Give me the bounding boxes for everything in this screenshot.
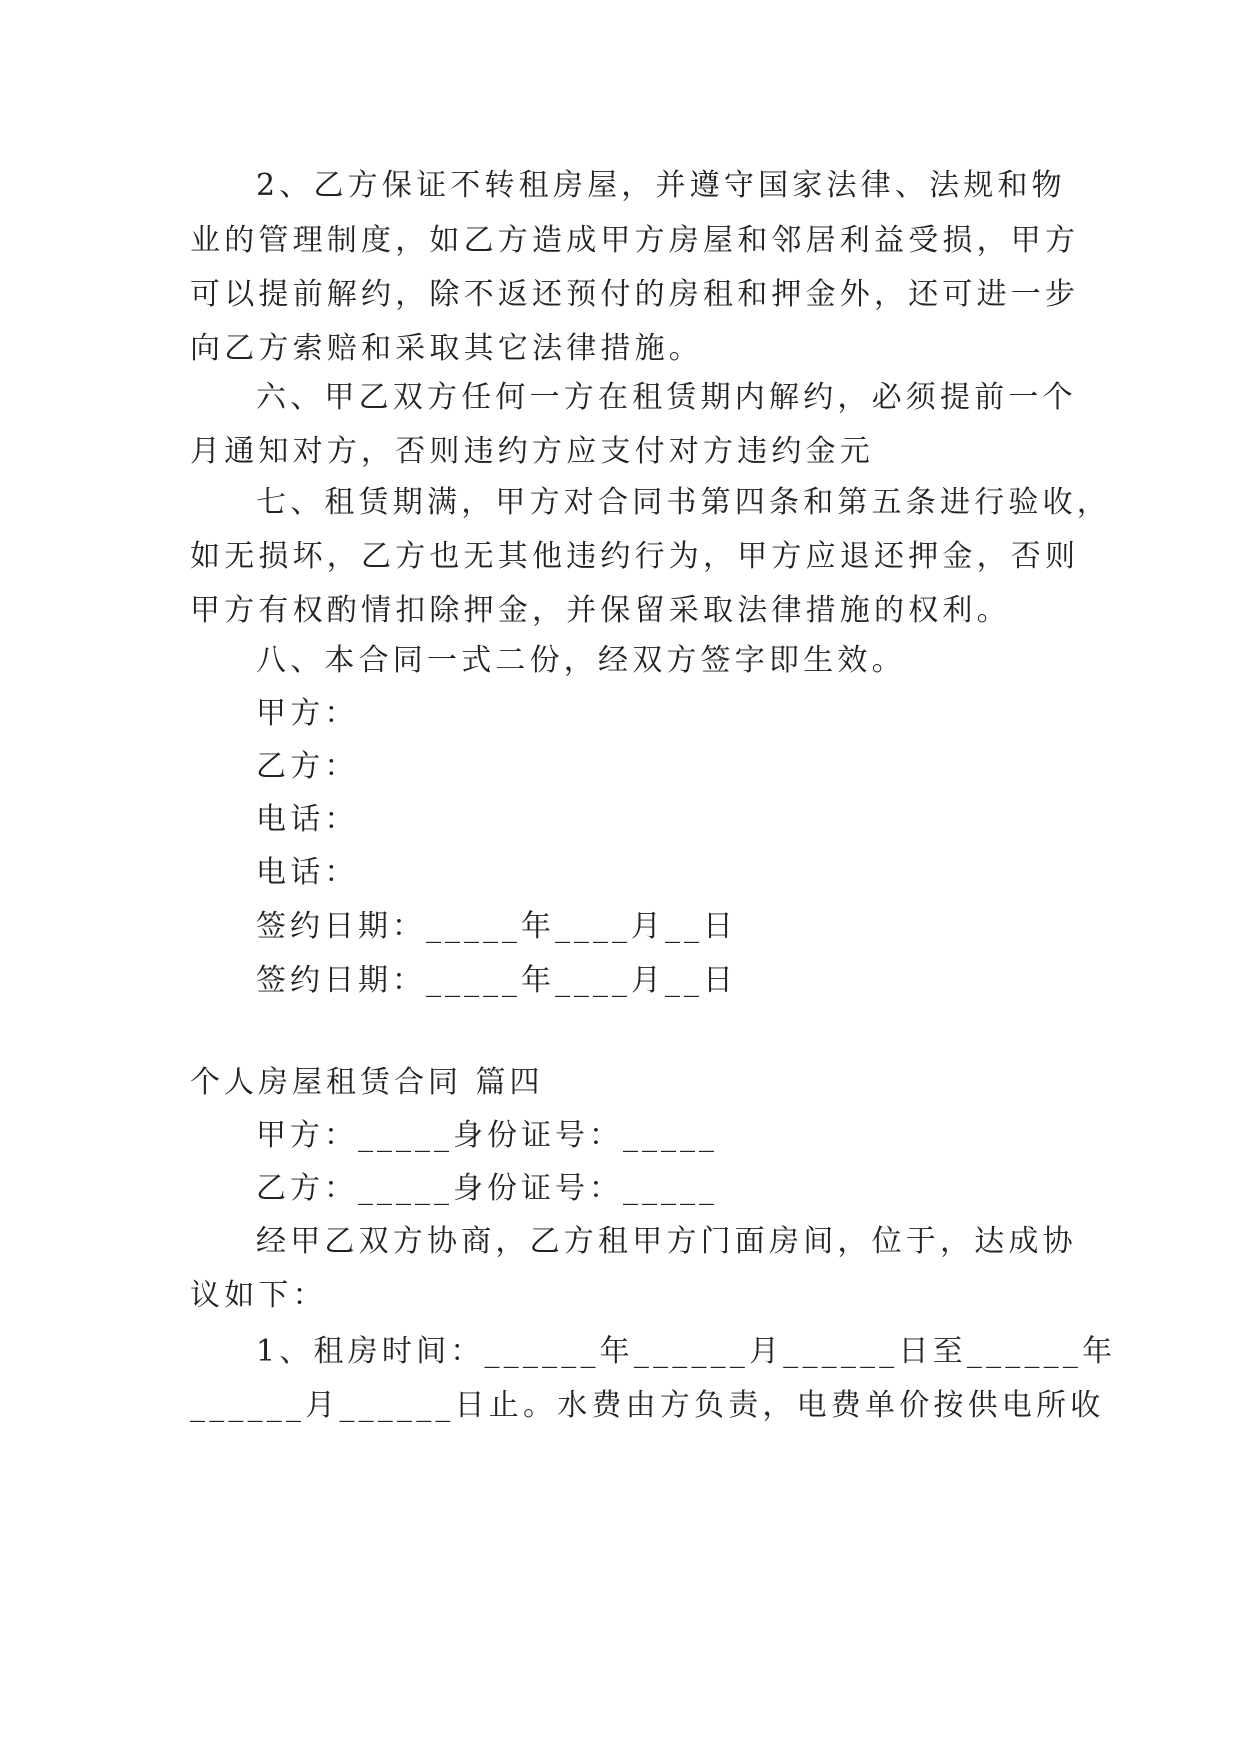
text-line: 七、租赁期满，甲方对合同书第四条和第五条进行验收， xyxy=(256,485,1111,520)
text-line: ______月______日止。水费由方负责，电费单价按供电所收 xyxy=(190,1388,1105,1423)
signing-date-line: 签约日期：_____年____月__日 xyxy=(256,963,737,998)
text-line: 可以提前解约，除不返还预付的房租和押金外，还可进一步 xyxy=(190,277,1080,312)
phone-line: 电话： xyxy=(256,802,359,837)
text-line: 业的管理制度，如乙方造成甲方房屋和邻居利益受损，甲方 xyxy=(190,223,1080,258)
phone-line: 电话： xyxy=(256,855,359,890)
text-line: 六、甲乙双方任何一方在租赁期内解约，必须提前一个 xyxy=(256,380,1077,415)
signature-party-b: 乙方： xyxy=(256,749,359,784)
text-line: 八、本合同一式二份，经双方签字即生效。 xyxy=(256,643,906,678)
section-title: 个人房屋租赁合同 篇四 xyxy=(190,1065,544,1100)
text-line: 经甲乙双方协商，乙方租甲方门面房间，位于，达成协 xyxy=(256,1224,1077,1259)
text-line: 议如下： xyxy=(190,1278,327,1313)
signing-date-line: 签约日期：_____年____月__日 xyxy=(256,909,737,944)
signature-party-a: 甲方： xyxy=(256,696,359,731)
text-line: 甲方有权酌情扣除押金，并保留采取法律措施的权利。 xyxy=(190,593,1011,628)
text-line: 月通知对方，否则违约方应支付对方违约金元 xyxy=(190,434,874,469)
text-line: 向乙方索赔和采取其它法律措施。 xyxy=(190,331,703,366)
rental-period-line: 1、租房时间：______年______月______日至______年 xyxy=(256,1334,1117,1369)
text-line: 2、乙方保证不转租房屋，并遵守国家法律、法规和物 xyxy=(256,168,1066,203)
text-line: 如无损坏，乙方也无其他违约行为，甲方应退还押金，否则 xyxy=(190,539,1080,574)
party-b-id-line: 乙方：_____身份证号：_____ xyxy=(256,1171,718,1206)
party-a-id-line: 甲方：_____身份证号：_____ xyxy=(256,1118,718,1153)
